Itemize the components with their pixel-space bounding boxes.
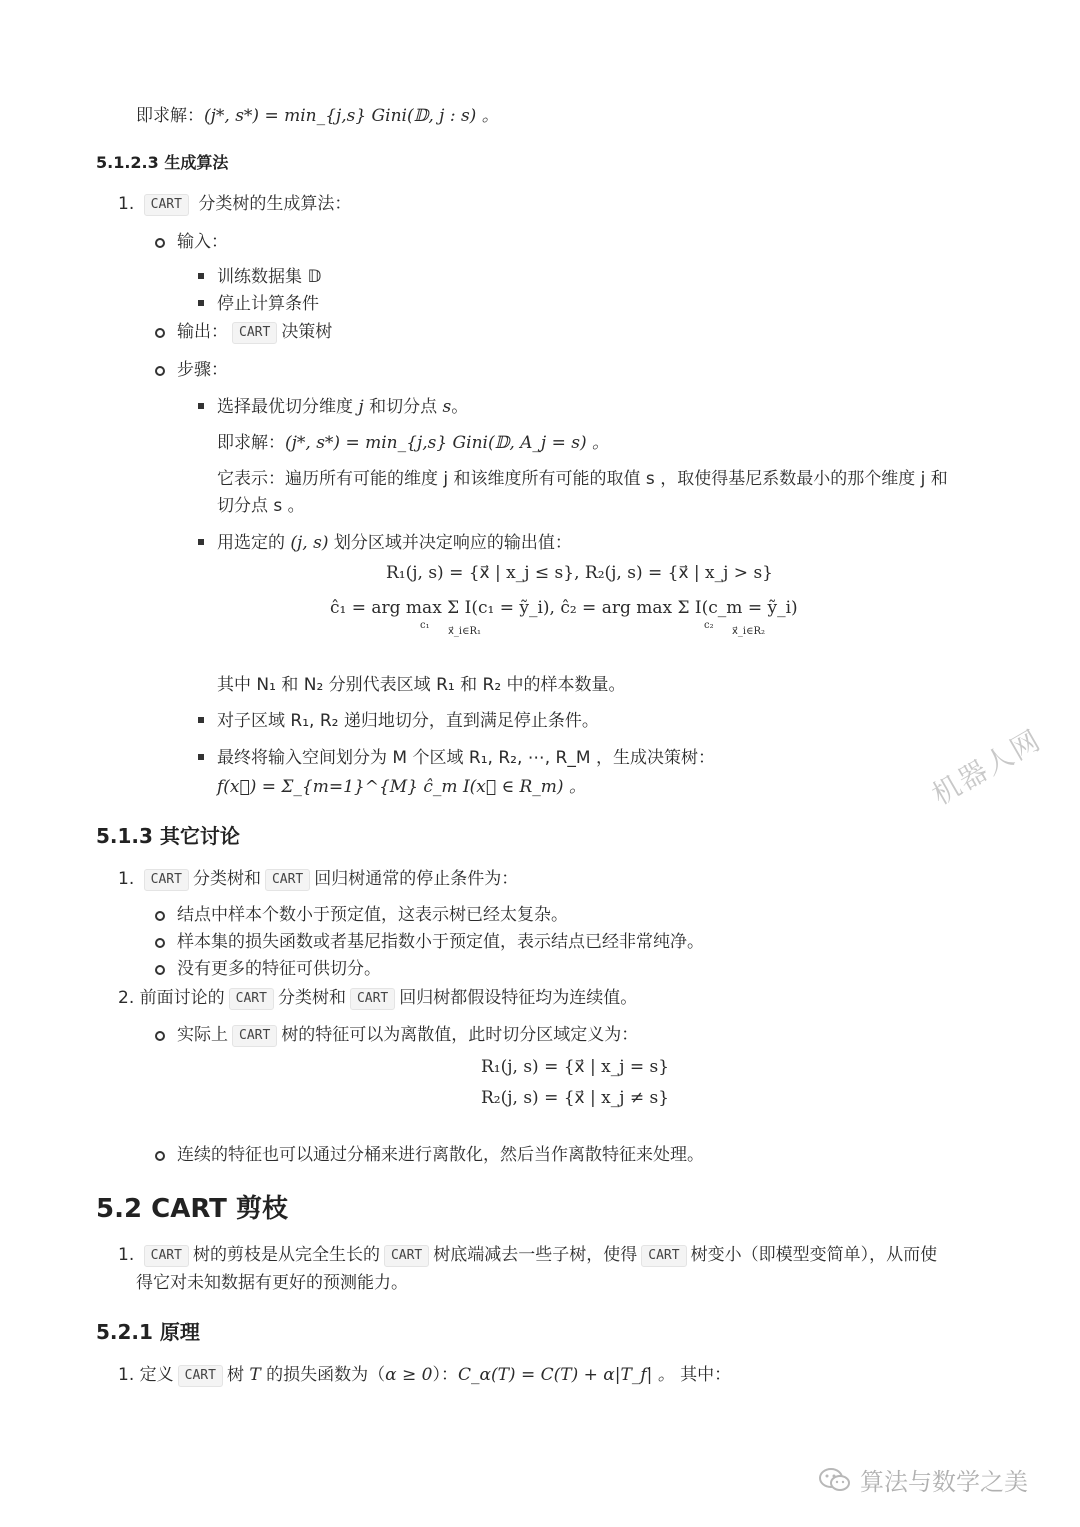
discussion-item-2: [118, 986, 637, 1010]
bullet-circle: [155, 911, 165, 921]
bullet-square: [198, 754, 204, 760]
stop-condition-1: 结点中样本个数小于预定值，这表示树已经太复杂。: [177, 905, 568, 925]
bullet-square: [198, 273, 204, 279]
principle-item-1: [118, 1363, 731, 1387]
input-dataset: 训练数据集 𝔻: [217, 267, 322, 287]
output-label: 输出：: [177, 322, 228, 342]
step3-line: 对子区域 R₁, R₂ 递归地切分，直到满足停止条件。: [217, 711, 599, 731]
bullet-square: [198, 300, 204, 306]
bullet-circle: [155, 238, 165, 248]
loss-formula: C_α(T) = C(T) + α|T_f| 。: [457, 1365, 675, 1385]
discrete-feature-line: [177, 1023, 638, 1047]
steps-label: 步骤：: [177, 360, 228, 380]
item-text: 实际上: [177, 1025, 228, 1045]
solve-label: 即求解：: [136, 106, 204, 126]
item-text: 回归树通常的停止条件为：: [314, 869, 519, 889]
pruning-item-1-cont: 得它对未知数据有更好的预测能力。: [136, 1273, 408, 1293]
item-text: 回归树都假设特征均为连续值。: [399, 988, 638, 1008]
item-text: 树底端减去一些子树，使得: [433, 1245, 638, 1265]
solve-label: 即求解：: [217, 433, 285, 453]
heading-5-2-1: 5.2.1 原理: [96, 1320, 200, 1344]
solve-formula: (j*, s*) = min_{j,s} Gini(𝔻, j : s) 。: [204, 106, 499, 126]
heading-5-1-3: 5.1.3 其它讨论: [96, 824, 240, 848]
step1-solve: [217, 431, 609, 455]
step1-text-b: 和切分点: [369, 397, 438, 417]
inline-code: CART: [232, 322, 277, 344]
math-alpha: α ≥ 0: [385, 1365, 433, 1385]
bullet-circle: [155, 938, 165, 948]
inline-code: CART: [144, 1245, 189, 1267]
footer-watermark-text: 算法与数学之美: [860, 1468, 1028, 1496]
stop-condition-2: 样本集的损失函数或者基尼指数小于预定值，表示结点已经非常纯净。: [177, 932, 704, 952]
step2-text-b: 划分区域并决定响应的输出值：: [333, 533, 572, 553]
input-stop-condition: 停止计算条件: [217, 294, 319, 314]
inline-code: CART: [232, 1025, 277, 1047]
item-text: 分类树和: [277, 988, 346, 1008]
item-text: 前面讨论的: [139, 988, 225, 1008]
bullet-circle: [155, 366, 165, 376]
bullet-square: [198, 403, 204, 409]
step4-formula: f(x⃗) = Σ_{m=1}^{M} ĉ_m I(x⃗ ∈ R_m) 。: [217, 777, 586, 797]
bucketing-line: 连续的特征也可以通过分桶来进行离散化，然后当作离散特征来处理。: [177, 1145, 704, 1165]
stop-condition-3: 没有更多的特征可供切分。: [177, 959, 381, 979]
step2-note: 其中 N₁ 和 N₂ 分别代表区域 R₁ 和 R₂ 中的样本数量。: [217, 675, 626, 695]
item-text: 定义: [139, 1365, 174, 1385]
bullet-circle: [155, 1151, 165, 1161]
output-text: 决策树: [281, 322, 333, 342]
solve-formula: (j*, s*) = min_{j,s} Gini(𝔻, A_j = s) 。: [285, 433, 610, 453]
item-text: 分类树和: [192, 869, 261, 889]
input-label: 输入：: [177, 232, 228, 252]
step2-text: 用选定的: [217, 533, 285, 553]
inline-code: CART: [144, 869, 189, 891]
inline-code: CART: [178, 1365, 223, 1387]
equation-regions: R₁(j, s) = {x⃗ | x_j ≤ s}, R₂(j, s) = {x⃗ | x_j > s}: [386, 563, 773, 583]
inline-code: CART: [229, 988, 274, 1010]
item-text: 树: [226, 1365, 244, 1385]
math-j: j: [358, 397, 364, 417]
pruning-item-1: [118, 1243, 937, 1267]
item-text: 树的剪枝是从完全生长的: [192, 1245, 380, 1265]
inline-code: CART: [265, 869, 310, 891]
item-number: 1.: [118, 194, 135, 214]
eq-subscript-3: c₂: [704, 620, 714, 631]
item-text: 分类树的生成算法：: [198, 194, 352, 214]
step4-line: 最终将输入空间划分为 M 个区域 R₁, R₂, ⋯, R_M ，生成决策树：: [217, 748, 715, 768]
watermark-side: 机器人网: [926, 723, 1047, 812]
generation-item: [118, 192, 351, 216]
item-text: 其中：: [680, 1365, 732, 1385]
eq-subscript-2: x⃗_i∈R₁: [448, 626, 482, 637]
math-js: (j, s): [290, 533, 329, 553]
heading-5-2: 5.2 CART 剪枝: [96, 1194, 288, 1224]
item-text: 树变小（即模型变简单），从而使: [690, 1245, 938, 1265]
inline-code: CART: [144, 194, 189, 216]
item-text: ）：: [432, 1365, 458, 1385]
bullet-square: [198, 717, 204, 723]
step1-text: 选择最优切分维度: [217, 397, 353, 417]
step1-desc-1: 它表示：遍历所有可能的维度 j 和该维度所有可能的取值 s ，取使得基尼系数最小的那个维度 j 和: [217, 469, 948, 489]
footer-watermark: [818, 1462, 1028, 1497]
wechat-icon: [818, 1466, 852, 1494]
bullet-square: [198, 539, 204, 545]
item-number: 1.: [118, 1365, 135, 1385]
inline-code: CART: [384, 1245, 429, 1267]
bullet-circle: [155, 965, 165, 975]
step1-desc-2: 切分点 s 。: [217, 496, 305, 516]
bullet-circle: [155, 328, 165, 338]
eq-subscript-1: c₁: [420, 620, 430, 631]
bullet-circle: [155, 1031, 165, 1041]
output-line: [177, 320, 332, 344]
step2-line: [217, 531, 572, 555]
step1-line: [217, 395, 468, 419]
equation-discrete-r2: R₂(j, s) = {x⃗ | x_j ≠ s}: [481, 1088, 670, 1108]
item-number: 2.: [118, 988, 135, 1008]
item-text: 树的特征可以为离散值，此时切分区域定义为：: [281, 1025, 639, 1045]
equation-discrete-r1: R₁(j, s) = {x⃗ | x_j = s}: [481, 1057, 670, 1077]
step1-text-c: 。: [451, 397, 469, 417]
math-T: T: [249, 1365, 261, 1385]
solve-line: [136, 104, 499, 128]
discussion-item-1: [118, 867, 518, 891]
inline-code: CART: [641, 1245, 686, 1267]
eq-subscript-4: x⃗_i∈R₂: [732, 626, 766, 637]
heading-5-1-2-3: 5.1.2.3 生成算法: [96, 153, 229, 172]
equation-outputs: ĉ₁ = arg max Σ I(c₁ = ỹ_i), ĉ₂ = arg max Σ I(c_m = ỹ_i): [330, 598, 798, 618]
inline-code: CART: [350, 988, 395, 1010]
item-number: 1.: [118, 1245, 135, 1265]
item-text: 的损失函数为（: [266, 1365, 386, 1385]
item-number: 1.: [118, 869, 135, 889]
math-s: s: [442, 397, 452, 417]
